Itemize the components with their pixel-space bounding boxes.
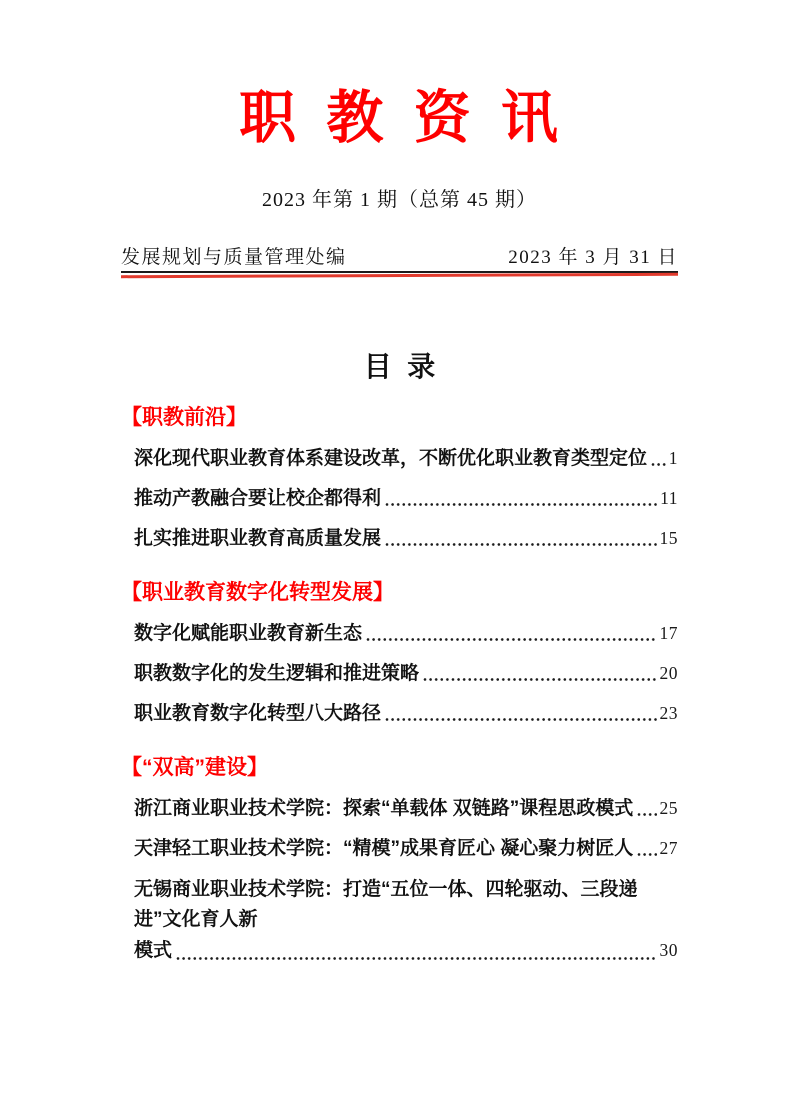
page-number: 25 — [659, 797, 678, 818]
entry-title: 深化现代职业教育体系建设改革，不断优化职业教育类型定位 — [134, 447, 648, 469]
entry-title: 推动产教融合要让校企都得利 — [134, 487, 382, 509]
entry-title: 职教数字化的发生逻辑和推进策略 — [134, 662, 420, 684]
toc-section-shuanggao — [121, 754, 678, 966]
section-label: 【职教前沿】 — [121, 405, 247, 429]
dot-leader — [637, 812, 656, 817]
page-number: 1 — [668, 447, 678, 468]
entry-title: 职业教育数字化转型八大路径 — [134, 702, 382, 724]
dot-leader — [366, 637, 656, 642]
dot-leader — [385, 542, 656, 547]
page-number: 23 — [659, 702, 678, 723]
toc-section-shuzihua — [121, 579, 678, 727]
page-number: 30 — [659, 939, 678, 960]
entry-title: 数字化赋能职业教育新生态 — [134, 622, 363, 644]
section-label: 【职业教育数字化转型发展】 — [121, 580, 394, 604]
entry-title: 天津轻工职业技术学院：“精模”成果育匠心 凝心聚力树匠人 — [134, 837, 634, 859]
entry-title: 浙江商业职业技术学院：探索“单载体 双链路”课程思政模式 — [134, 797, 634, 819]
entry-title-line2: 模式 — [134, 939, 173, 961]
publish-date: 2023 年 3 月 31 日 — [508, 246, 678, 268]
toc-entry — [134, 700, 678, 727]
toc-entry — [134, 485, 678, 512]
toc-entry — [134, 660, 678, 687]
page-number: 27 — [659, 837, 678, 858]
editor-credit: 发展规划与质量管理处编 — [121, 246, 347, 268]
page-number: 17 — [659, 622, 678, 643]
toc-heading: 目 录 — [363, 350, 436, 382]
toc-entry — [134, 795, 678, 822]
page-number: 20 — [659, 662, 678, 683]
dot-leader — [651, 462, 666, 467]
toc-entry — [134, 525, 678, 552]
red-divider-rule — [121, 272, 678, 277]
page-number: 11 — [660, 487, 678, 508]
dot-leader — [385, 502, 657, 507]
entry-title: 扎实推进职业教育高质量发展 — [134, 527, 382, 549]
dot-leader — [385, 717, 656, 722]
editor-date-row — [121, 242, 678, 273]
toc-entry — [134, 620, 678, 647]
page-number: 15 — [659, 527, 678, 548]
dot-leader — [176, 956, 656, 961]
dot-leader — [637, 852, 656, 857]
section-label: 【“双高”建设】 — [121, 755, 268, 779]
issue-line: 2023 年第 1 期（总第 45 期） — [262, 188, 537, 211]
dot-leader — [423, 677, 656, 682]
entry-title-line2-row — [134, 935, 678, 966]
toc-entry — [134, 445, 678, 472]
toc-entry — [134, 875, 678, 966]
page-title: 职 教 资 讯 — [239, 87, 560, 150]
entry-title-line1: 无锡商业职业技术学院：打造“五位一体、四轮驱动、三段递进”文化育人新 — [134, 878, 638, 930]
toc-entry — [134, 835, 678, 862]
page-content — [0, 88, 794, 966]
toc-section-qianyan — [121, 404, 678, 552]
